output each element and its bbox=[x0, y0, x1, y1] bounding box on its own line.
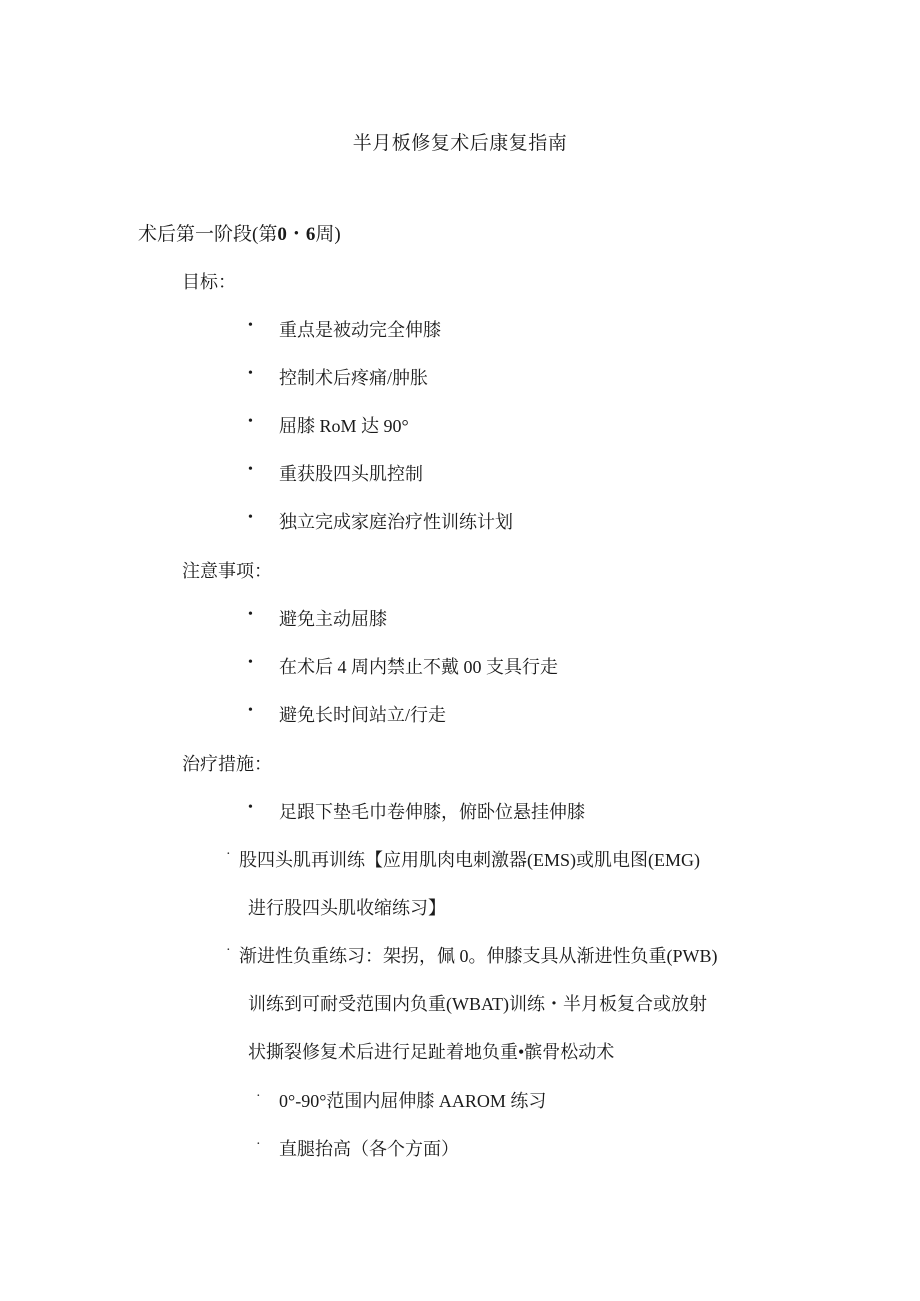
bullet-dot-small: · bbox=[256, 1089, 261, 1104]
section-sep: ・ bbox=[286, 224, 306, 245]
bullet-dot: • bbox=[248, 607, 253, 622]
precaution-item: 在术后 4 周内禁止不戴 00 支具行走 bbox=[279, 657, 558, 677]
treatment-item-line: 渐进性负重练习：架拐，佩 0。伸膝支具从渐进性负重(PWB) bbox=[239, 946, 718, 966]
precautions-heading: 注意事项： bbox=[182, 561, 272, 581]
bullet-dot-small: · bbox=[226, 847, 231, 862]
goal-item: 重点是被动完全伸膝 bbox=[279, 320, 441, 340]
goal-item: 控制术后疼痛/肿胀 bbox=[279, 368, 429, 388]
treatment-item-line: 股四头肌再训练【应用肌肉电刺激器(EMS)或肌电图(EMG) bbox=[239, 850, 700, 870]
treatment-item: 足跟下垫毛巾卷伸膝，俯卧位悬挂伸膝 bbox=[279, 802, 585, 822]
document-title: 半月板修复术后康复指南 bbox=[352, 133, 568, 154]
bullet-dot: • bbox=[248, 655, 253, 670]
treatment-item: 0°-90°范围内屈伸膝 AAROM 练习 bbox=[279, 1091, 547, 1111]
bullet-dot: • bbox=[248, 366, 253, 381]
treatment-item-line: 训练到可耐受范围内负重(WBAT)训练・半月板复合或放射 bbox=[248, 994, 707, 1014]
bullet-dot-small: · bbox=[256, 1137, 261, 1152]
section-prefix: 术后第一阶段(第 bbox=[138, 224, 278, 245]
bullet-dot: • bbox=[248, 703, 253, 718]
bullet-dot: • bbox=[248, 510, 253, 525]
section-week-to: 6 bbox=[305, 224, 316, 245]
treatment-heading: 治疗措施： bbox=[182, 754, 272, 774]
treatment-item-line: 状撕裂修复术后进行足趾着地负重•髌骨松动术 bbox=[248, 1042, 615, 1062]
goals-heading: 目标： bbox=[182, 272, 236, 292]
precaution-item: 避免主动屈膝 bbox=[279, 609, 387, 629]
goal-item: 屈膝 RoM 达 90° bbox=[279, 416, 409, 436]
bullet-dot: • bbox=[248, 800, 253, 815]
section-week-from: 0 bbox=[277, 224, 287, 245]
treatment-item-line: 进行股四头肌收缩练习】 bbox=[248, 898, 446, 918]
precaution-item: 避免长时间站立/行走 bbox=[279, 705, 447, 725]
goal-item: 重获股四头肌控制 bbox=[279, 464, 423, 484]
bullet-dot: • bbox=[248, 462, 253, 477]
goal-item: 独立完成家庭治疗性训练计划 bbox=[279, 512, 513, 532]
section-heading bbox=[138, 219, 341, 246]
bullet-dot-small: · bbox=[226, 943, 231, 958]
section-suffix: 周) bbox=[315, 224, 341, 245]
bullet-dot: • bbox=[248, 318, 253, 333]
bullet-dot: • bbox=[248, 414, 253, 429]
treatment-item: 直腿抬高（各个方面） bbox=[279, 1139, 459, 1159]
